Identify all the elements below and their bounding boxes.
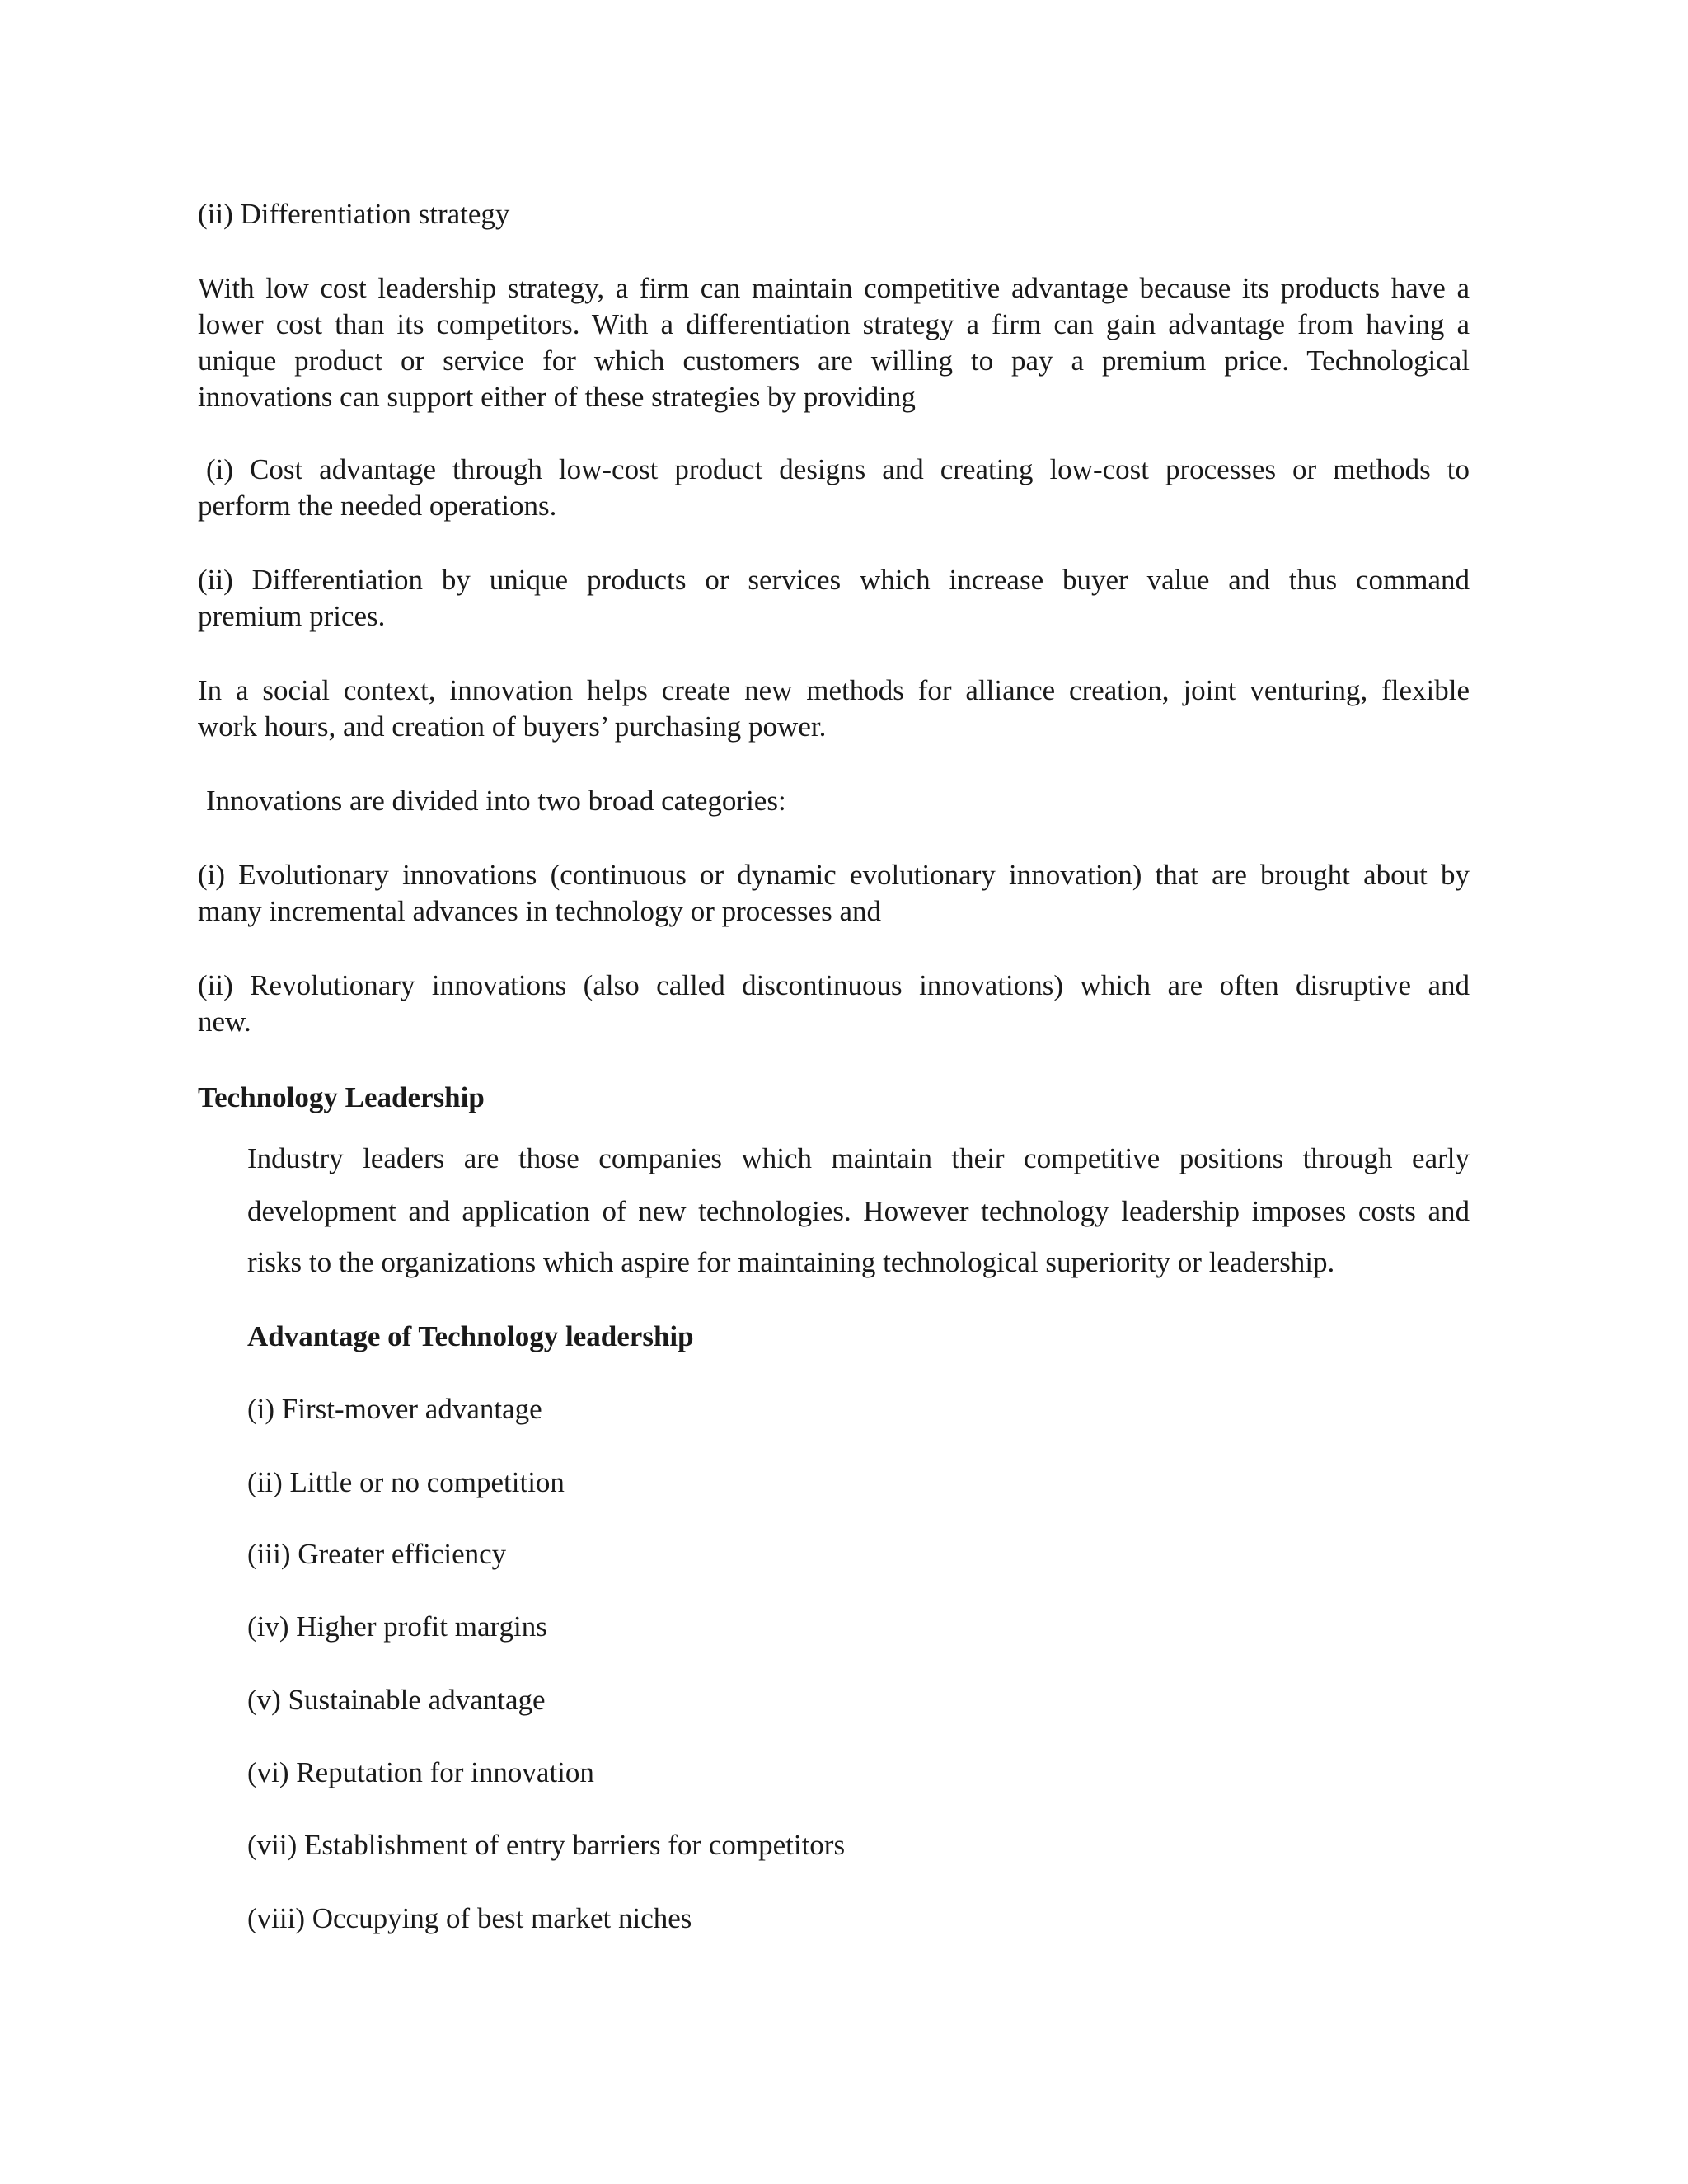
- list-item-advantage-8: (viii) Occupying of best market niches: [247, 1902, 692, 1934]
- paragraph-industry-leaders-line-3: risks to the organizations which aspire for maintaining technological superiority or leadership.: [247, 1246, 1335, 1278]
- paragraph-revolutionary-line-1: (ii) Revolutionary innovations (also called discontinuous innovations) which are often disruptive and: [198, 969, 1470, 1001]
- list-item-advantage-6: (vi) Reputation for innovation: [247, 1756, 594, 1788]
- list-item-advantage-7: (vii) Establishment of entry barriers for competitors: [247, 1829, 846, 1861]
- paragraph-strategies-line-3: unique product or service for which customers are willing to pay a premium price. Technological: [198, 344, 1470, 377]
- paragraph-strategies-line-2: lower cost than its competitors. With a differentiation strategy a firm can gain advantage from having a: [198, 308, 1470, 340]
- paragraph-social-context-line-2: work hours, and creation of buyers’ purchasing power.: [198, 710, 827, 743]
- list-item-advantage-3: (iii) Greater efficiency: [247, 1538, 507, 1570]
- subheading-advantage-of-technology-leadership: Advantage of Technology leadership: [247, 1320, 694, 1352]
- paragraph-cost-advantage-line-2: perform the needed operations.: [198, 490, 557, 522]
- section-heading-differentiation: (ii) Differentiation strategy: [198, 198, 510, 230]
- paragraph-strategies-line-1: With low cost leadership strategy, a firm can maintain competitive advantage because its products have a: [198, 272, 1470, 304]
- paragraph-industry-leaders-line-1: Industry leaders are those companies which maintain their competitive positions through early: [247, 1142, 1470, 1174]
- paragraph-social-context-line-1: In a social context, innovation helps create new methods for alliance creation, joint venturing, flexible: [198, 674, 1470, 706]
- paragraph-evolutionary-line-2: many incremental advances in technology or processes and: [198, 895, 882, 927]
- paragraph-cost-advantage-line-1: (i) Cost advantage through low-cost product designs and creating low-cost processes or methods to: [206, 453, 1470, 485]
- paragraph-strategies-line-4: innovations can support either of these strategies by providing: [198, 381, 916, 413]
- list-item-advantage-2: (ii) Little or no competition: [247, 1466, 565, 1498]
- list-item-advantage-1: (i) First-mover advantage: [247, 1393, 542, 1425]
- paragraph-revolutionary-line-2: new.: [198, 1005, 251, 1038]
- list-item-advantage-4: (iv) Higher profit margins: [247, 1610, 547, 1643]
- paragraph-differentiation-unique-line-1: (ii) Differentiation by unique products or services which increase buyer value and thus command: [198, 564, 1470, 596]
- section-heading-technology-leadership: Technology Leadership: [198, 1081, 485, 1113]
- paragraph-evolutionary-line-1: (i) Evolutionary innovations (continuous or dynamic evolutionary innovation) that are brought about by: [198, 859, 1470, 891]
- paragraph-differentiation-unique-line-2: premium prices.: [198, 600, 386, 632]
- paragraph-industry-leaders-line-2: development and application of new technologies. However technology leadership imposes costs and: [247, 1195, 1470, 1227]
- paragraph-categories-intro: Innovations are divided into two broad categories:: [206, 785, 786, 817]
- list-item-advantage-5: (v) Sustainable advantage: [247, 1684, 546, 1716]
